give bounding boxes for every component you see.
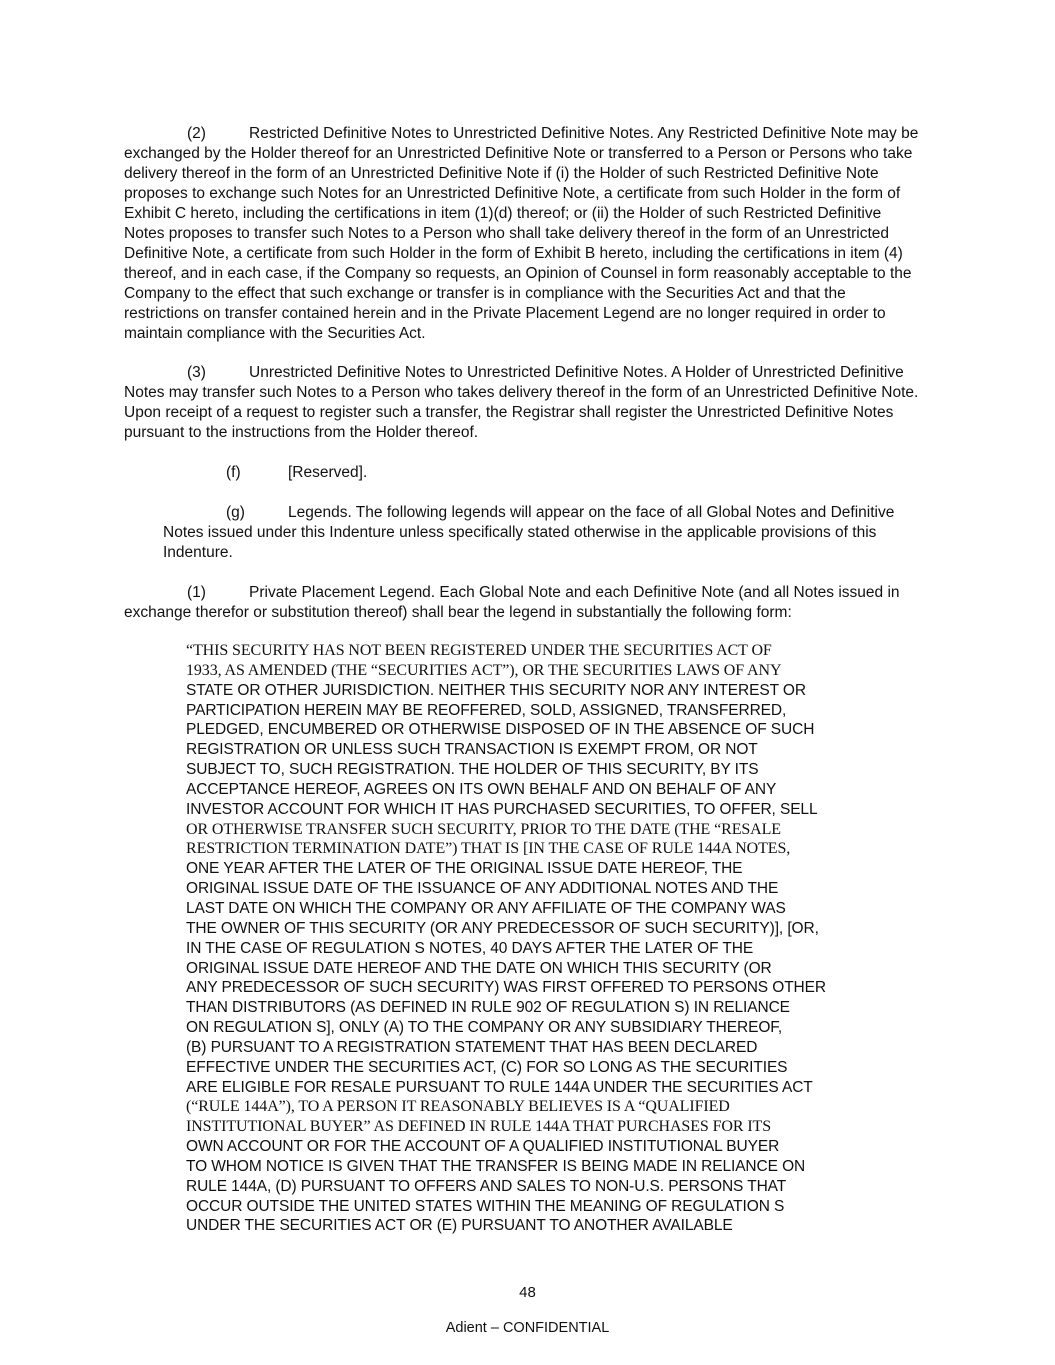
legend-line: ANY PREDECESSOR OF SUCH SECURITY) WAS FIRST OFFERED TO PERSONS OTHER (186, 979, 826, 997)
legend-line: SUBJECT TO, SUCH REGISTRATION. THE HOLDER OF THIS SECURITY, BY ITS (186, 761, 759, 779)
legend-line: THAN DISTRIBUTORS (AS DEFINED IN RULE 902 OF REGULATION S) IN RELIANCE (186, 999, 790, 1017)
paragraph-number: (f) (226, 464, 241, 481)
legend-line: UNDER THE SECURITIES ACT OR (E) PURSUANT TO ANOTHER AVAILABLE (186, 1217, 733, 1235)
legend-line: ONE YEAR AFTER THE LATER OF THE ORIGINAL ISSUE DATE HEREOF, THE (186, 860, 743, 878)
legend-line: LAST DATE ON WHICH THE COMPANY OR ANY AFFILIATE OF THE COMPANY WAS (186, 899, 786, 917)
legend-line: “THIS SECURITY HAS NOT BEEN REGISTERED UNDER THE SECURITIES ACT OF (186, 642, 772, 659)
legend-line: 1933, AS AMENDED (THE “SECURITIES ACT”), OR THE SECURITIES LAWS OF ANY (186, 661, 782, 679)
legend-line: INVESTOR ACCOUNT FOR WHICH IT HAS PURCHASED SECURITIES, TO OFFER, SELL (186, 800, 818, 818)
paragraph-text: Unrestricted Definitive Notes to Unrestricted Definitive Notes. A Holder of Unrestricted Definitive Notes may transfer such Notes to a Person who takes delivery thereof in the form of an Unrestricted Definitive Note. Upon receipt of a request to register such a transfer, the Registrar shall register the Unrestricted Definitive Notes pursuant to the instructions from the Holder thereof. (124, 364, 919, 441)
legend-line: ACCEPTANCE HEREOF, AGREES ON ITS OWN BEHALF AND ON BEHALF OF ANY (186, 780, 777, 798)
paragraph-text: Legends. The following legends will appear on the face of all Global Notes and Definitive Notes issued under this Indenture unless specifically stated otherwise in the applicable provisions of this Indenture. (163, 504, 895, 561)
legend-line: ON REGULATION S], ONLY (A) TO THE COMPANY OR ANY SUBSIDIARY THEREOF, (186, 1019, 783, 1037)
legend-line: REGISTRATION OR UNLESS SUCH TRANSACTION IS EXEMPT FROM, OR NOT (186, 741, 758, 759)
legend-line: ORIGINAL ISSUE DATE HEREOF AND THE DATE ON WHICH THIS SECURITY (OR (186, 959, 772, 977)
paragraph-number: (g) (226, 504, 245, 521)
paragraph-text: Private Placement Legend. Each Global Note and each Definitive Note (and all Notes issued in exchange therefor or substitution thereof) shall bear the legend in substantially the following form: (124, 584, 900, 621)
legend-line: STATE OR OTHER JURISDICTION. NEITHER THIS SECURITY NOR ANY INTEREST OR (186, 681, 806, 699)
legend-line: (B) PURSUANT TO A REGISTRATION STATEMENT THAT HAS BEEN DECLARED (186, 1038, 758, 1056)
paragraph-number: (1) (187, 584, 206, 601)
legend-line: THE OWNER OF THIS SECURITY (OR ANY PREDECESSOR OF SUCH SECURITY)], [OR, (186, 919, 819, 937)
legend-line: OCCUR OUTSIDE THE UNITED STATES WITHIN THE MEANING OF REGULATION S (186, 1197, 785, 1215)
paragraph-text: [Reserved]. (288, 464, 368, 481)
legend-line: OR OTHERWISE TRANSFER SUCH SECURITY, PRIOR TO THE DATE (THE “RESALE (186, 820, 781, 838)
paragraph-unrestricted-to-unrestricted (124, 363, 924, 443)
legend-line: PLEDGED, ENCUMBERED OR OTHERWISE DISPOSED OF IN THE ABSENCE OF SUCH (186, 721, 815, 739)
legend-line: (“RULE 144A”), TO A PERSON IT REASONABLY BELIEVES IS A “QUALIFIED (186, 1098, 730, 1116)
legend-line: PARTICIPATION HEREIN MAY BE REOFFERED, SOLD, ASSIGNED, TRANSFERRED, (186, 701, 787, 719)
page-number: 48 (519, 1284, 536, 1301)
paragraph-restricted-to-unrestricted (124, 124, 924, 344)
confidential-footer: Adient – CONFIDENTIAL (445, 1320, 610, 1336)
legend-line: TO WHOM NOTICE IS GIVEN THAT THE TRANSFER IS BEING MADE IN RELIANCE ON (186, 1157, 806, 1175)
legend-line: ARE ELIGIBLE FOR RESALE PURSUANT TO RULE 144A UNDER THE SECURITIES ACT (186, 1078, 813, 1096)
legend-block (186, 641, 886, 1236)
paragraph-number: (2) (187, 125, 206, 142)
legend-line: INSTITUTIONAL BUYER” AS DEFINED IN RULE 144A THAT PURCHASES FOR ITS (186, 1118, 772, 1136)
paragraph-private-placement-legend (124, 583, 924, 623)
legend-line: RESTRICTION TERMINATION DATE”) THAT IS [IN THE CASE OF RULE 144A NOTES, (186, 840, 791, 858)
paragraph-text: Restricted Definitive Notes to Unrestricted Definitive Notes. Any Restricted Definitive Note may be exchanged by the Holder thereof for an Unrestricted Definitive Note or transferred to a Person or Persons who take delivery thereof in the form of an Unrestricted Definitive Note if (i) the Holder of such Restricted Definitive Note proposes to exchange such Notes for an Unrestricted Definitive Note, a certificate from such Holder in the form of Exhibit C hereto, including the certifications in item (1)(d) thereof; or (ii) the Holder of such Restricted Definitive Notes proposes to transfer such Notes to a Person who shall take delivery thereof in the form of an Unrestricted Definitive Note, a certificate from such Holder in the form of Exhibit B hereto, including the certifications in item (4) thereof, and in each case, if the Company so requests, an Opinion of Counsel in form reasonably acceptable to the Company to the effect that such exchange or transfer is in compliance with the Securities Act and that the restrictions on transfer contained herein and in the Private Placement Legend are no longer required in order to maintain compliance with the Securities Act. (124, 125, 919, 342)
legend-line: IN THE CASE OF REGULATION S NOTES, 40 DAYS AFTER THE LATER OF THE (186, 939, 754, 957)
legend-line: EFFECTIVE UNDER THE SECURITIES ACT, (C) FOR SO LONG AS THE SECURITIES (186, 1058, 788, 1076)
paragraph-number: (3) (187, 364, 206, 381)
paragraph-legends (163, 503, 923, 563)
legend-line: ORIGINAL ISSUE DATE OF THE ISSUANCE OF ANY ADDITIONAL NOTES AND THE (186, 880, 779, 898)
paragraph-reserved (226, 463, 826, 483)
legend-line: OWN ACCOUNT OR FOR THE ACCOUNT OF A QUALIFIED INSTITUTIONAL BUYER (186, 1138, 780, 1156)
legend-line: RULE 144A, (D) PURSUANT TO OFFERS AND SALES TO NON-U.S. PERSONS THAT (186, 1177, 787, 1195)
